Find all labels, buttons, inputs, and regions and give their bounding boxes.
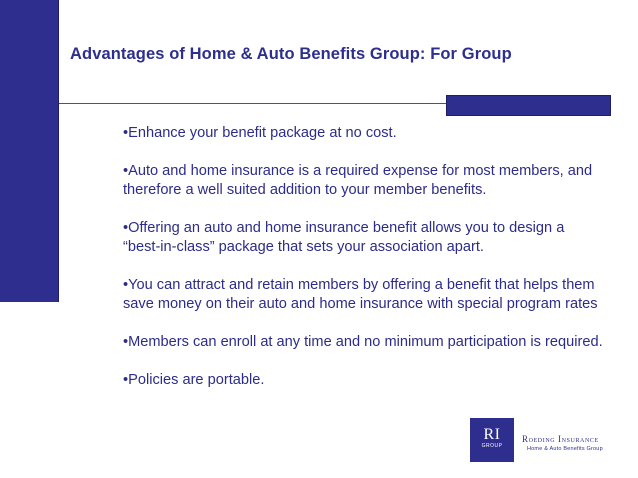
bullet-item: •Members can enroll at any time and no minimum participation is required. bbox=[123, 334, 603, 350]
company-logo bbox=[470, 418, 615, 462]
bullet-item: •Auto and home insurance is a required expense for most members, and therefore a well suited addition to your member benefits. bbox=[123, 163, 593, 198]
bullet-list bbox=[123, 124, 603, 409]
logo-tagline: Home & Auto Benefits Group bbox=[527, 446, 603, 452]
logo-mark-box bbox=[470, 418, 514, 462]
bullet-item: •Enhance your benefit package at no cost. bbox=[123, 125, 397, 141]
logo-mark-subtext: GROUP bbox=[481, 443, 503, 449]
slide-title: Advantages of Home & Auto Benefits Group: For Group bbox=[70, 45, 512, 63]
logo-company-name: Roeding Insurance bbox=[522, 434, 599, 444]
bullet-item: •Offering an auto and home insurance benefit allows you to design a “best-in-class” package that sets your association apart. bbox=[123, 220, 565, 255]
bullet-item: •You can attract and retain members by offering a benefit that helps them save money on their auto and home insurance with special program rates bbox=[123, 277, 598, 312]
bullet-item: •Policies are portable. bbox=[123, 372, 265, 388]
title-accent-block bbox=[446, 95, 611, 116]
logo-mark-text: RI bbox=[483, 426, 501, 443]
title-divider bbox=[59, 103, 447, 104]
left-accent-bar bbox=[0, 0, 59, 302]
